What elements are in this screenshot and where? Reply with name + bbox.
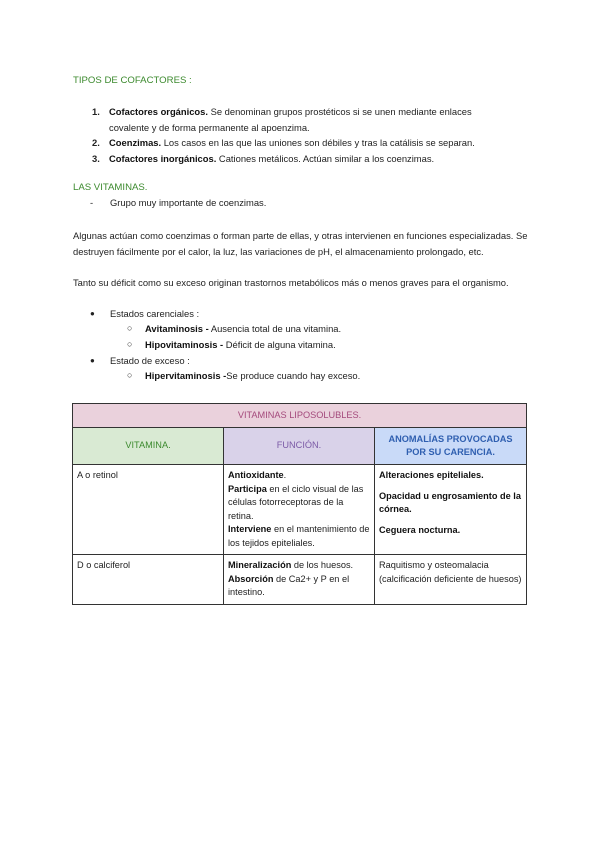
circle-marker: ○	[127, 323, 133, 333]
dash-list-item	[90, 197, 266, 208]
header-funcion: FUNCIÓN.	[224, 428, 375, 465]
sub-text: Se produce cuando hay exceso.	[226, 370, 361, 381]
circle-marker: ○	[127, 370, 133, 380]
funcion-text: en el mantenimiento de los tejidos epiteliales.	[228, 524, 370, 548]
anomalia-text: Alteraciones epiteliales.	[379, 470, 484, 480]
item-text: Cationes metálicos. Actúan similar a los coenzimas.	[216, 152, 435, 164]
sub-term: Avitaminosis -	[145, 323, 209, 334]
funcion-text: de los huesos.	[291, 560, 354, 570]
circle-marker: ○	[127, 339, 133, 349]
item-number: 1.	[92, 106, 100, 117]
funcion-text: .	[283, 470, 287, 480]
table-row	[73, 555, 527, 605]
anomalia-text: Opacidad u engrosamiento de la córnea.	[379, 490, 521, 514]
table-title-row	[73, 404, 527, 428]
sub-text: Déficit de alguna vitamina.	[223, 339, 336, 350]
funcion-term: Participa	[228, 483, 267, 494]
funcion-text: en el ciclo visual de las células fotorreceptoras de la retina.	[228, 483, 364, 521]
item-term: Coenzimas.	[109, 137, 162, 148]
sub-term: Hipovitaminosis -	[145, 339, 224, 350]
funcion-term: Antioxidante	[228, 470, 284, 480]
item-number: 2.	[92, 137, 100, 148]
funcion-text: de Ca2+ y P en el intestino.	[228, 573, 350, 597]
bullet-estados-carenciales	[90, 306, 199, 322]
dash-text: Grupo muy importante de coenzimas.	[110, 197, 267, 208]
bullet-estado-exceso	[90, 353, 190, 369]
table-header-row	[73, 428, 527, 465]
cofactores-list	[92, 104, 512, 166]
funcion-term: Interviene	[228, 524, 272, 534]
funcion-term: Absorción	[228, 573, 274, 584]
item-term: Cofactores inorgánicos.	[109, 152, 217, 164]
list-item	[92, 104, 512, 135]
item-term: Cofactores orgánicos.	[109, 106, 208, 117]
bullet-marker: ●	[90, 309, 95, 318]
list-item	[92, 135, 512, 151]
header-vitamina: VITAMINA.	[73, 428, 224, 465]
vitaminas-table	[72, 403, 527, 605]
list-item	[92, 151, 512, 167]
bullet-label: Estados carenciales :	[110, 308, 200, 319]
cell-funcion	[224, 465, 375, 555]
bullet-label: Estado de exceso :	[110, 355, 190, 366]
header-anomalias: ANOMALÍAS PROVOCADAS POR SU CARENCIA.	[375, 428, 527, 465]
vitaminas-heading: LAS VITAMINAS.	[73, 182, 148, 193]
cell-vitamina: A o retinol	[73, 465, 224, 555]
cell-anomalias: Raquitismo y osteomalacia (calcificación deficiente de huesos)	[375, 555, 527, 605]
sub-bullet-avitaminosis	[127, 321, 341, 337]
sub-bullet-hipovitaminosis	[127, 337, 336, 353]
funcion-term: Mineralización	[228, 560, 292, 570]
anomalia-text: Ceguera nocturna.	[379, 524, 461, 535]
sub-bullet-hipervitaminosis	[127, 368, 360, 384]
item-text: Se denominan grupos prostéticos si se unen mediante enlaces covalente y de forma permanente al apoenzima.	[109, 106, 472, 133]
sub-term: Hipervitaminosis -	[145, 370, 227, 381]
paragraph-2: Tanto su déficit como su exceso originan trastornos metabólicos más o menos graves para el organismo.	[73, 277, 509, 288]
paragraph-1: Algunas actúan como coenzimas o forman parte de ellas, y otras intervienen en funciones especializadas. Se destruyen fácilmente por el calor, la luz, las variaciones de pH, el almacenamiento prolongado, etc.	[73, 230, 528, 257]
item-number: 3.	[92, 152, 100, 164]
cell-funcion	[224, 555, 375, 605]
table-title: VITAMINAS LIPOSOLUBLES.	[73, 404, 527, 428]
table-row	[73, 465, 527, 555]
cell-anomalias	[375, 465, 527, 555]
dash-marker: -	[90, 197, 94, 208]
cell-vitamina: D o calciferol	[73, 555, 224, 605]
cofactores-heading: TIPOS DE COFACTORES :	[73, 75, 192, 86]
bullet-marker: ●	[90, 356, 95, 365]
sub-text: Ausencia total de una vitamina.	[208, 323, 342, 334]
item-text: Los casos en las que las uniones son débiles y tras la catálisis se separan.	[161, 137, 475, 148]
